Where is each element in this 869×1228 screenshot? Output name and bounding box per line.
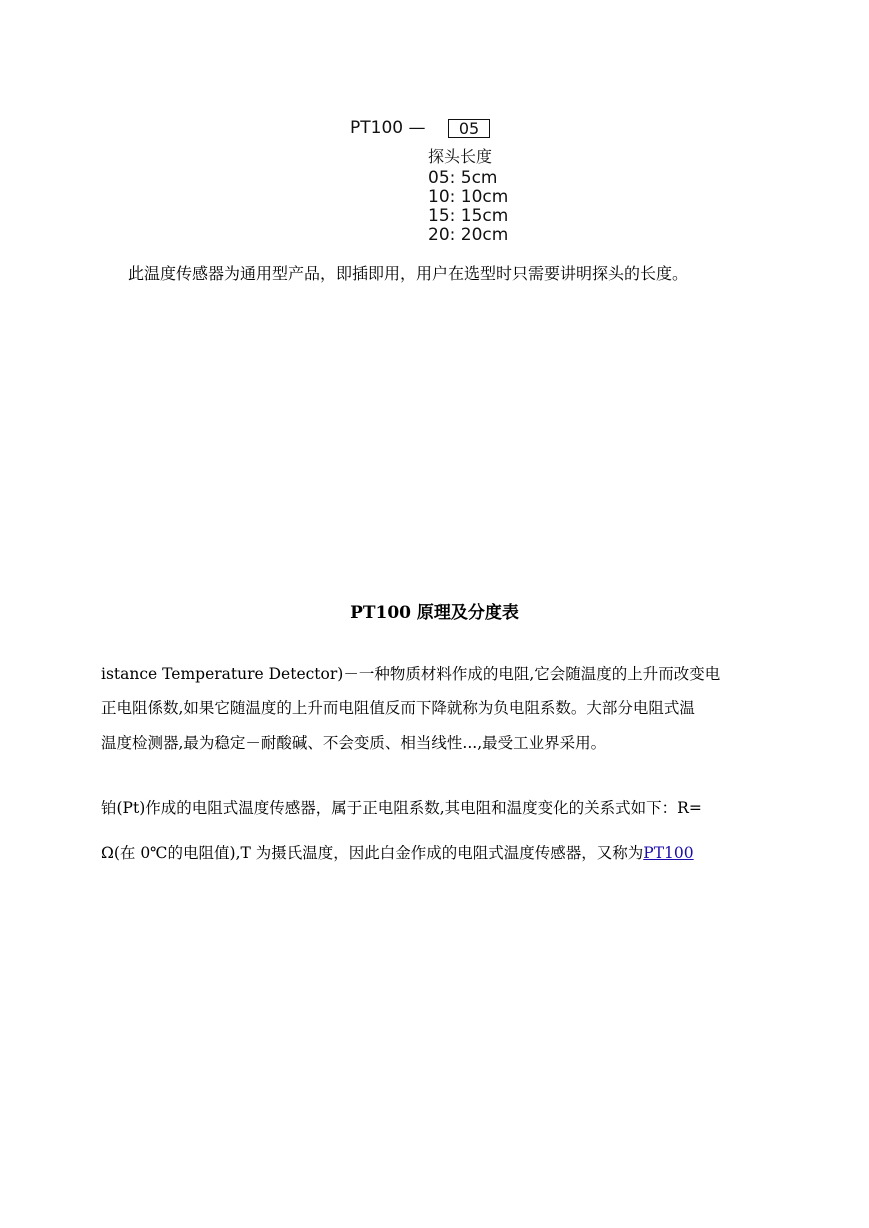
length-option: 20: 20cm bbox=[428, 225, 509, 245]
paragraph-line-text: 温度检测器,最为稳定－耐酸碱、不会变质、相当线性...,最受工业界采用。 bbox=[101, 734, 607, 752]
probe-length-box: 05 bbox=[448, 119, 490, 138]
length-option: 05: 5cm bbox=[428, 168, 498, 188]
paragraph-line bbox=[101, 732, 772, 754]
model-code-label: PT100 — bbox=[350, 118, 426, 138]
paragraph-line bbox=[101, 663, 772, 685]
length-option: 15: 15cm bbox=[428, 206, 509, 226]
paragraph-line bbox=[101, 697, 772, 719]
paragraph-line-text: Ω(在 0℃的电阻值),T 为摄氏温度，因此白金作成的电阻式温度传感器，又称为 bbox=[101, 844, 644, 862]
paragraph-line bbox=[101, 797, 772, 819]
paragraph-line-text: istance Temperature Detector)－一种物质材料作成的电阻,它会随温度的上升而改变电 bbox=[101, 665, 721, 683]
length-option: 10: 10cm bbox=[428, 187, 509, 207]
paragraph-line bbox=[101, 842, 772, 864]
pt100-link[interactable]: PT100 bbox=[643, 844, 694, 862]
section-title: PT100 原理及分度表 bbox=[350, 603, 519, 623]
selection-note: 此温度传感器为通用型产品，即插即用，用户在选型时只需要讲明探头的长度。 bbox=[128, 264, 689, 283]
paragraph-line-text: 正电阻係数,如果它随温度的上升而电阻值反而下降就称为负电阻系数。大部分电阻式温 bbox=[101, 699, 695, 717]
probe-length-caption: 探头长度 bbox=[428, 147, 493, 166]
paragraph-line-text: 铂(Pt)作成的电阻式温度传感器，属于正电阻系数,其电阻和温度变化的关系式如下：R= bbox=[101, 799, 702, 817]
